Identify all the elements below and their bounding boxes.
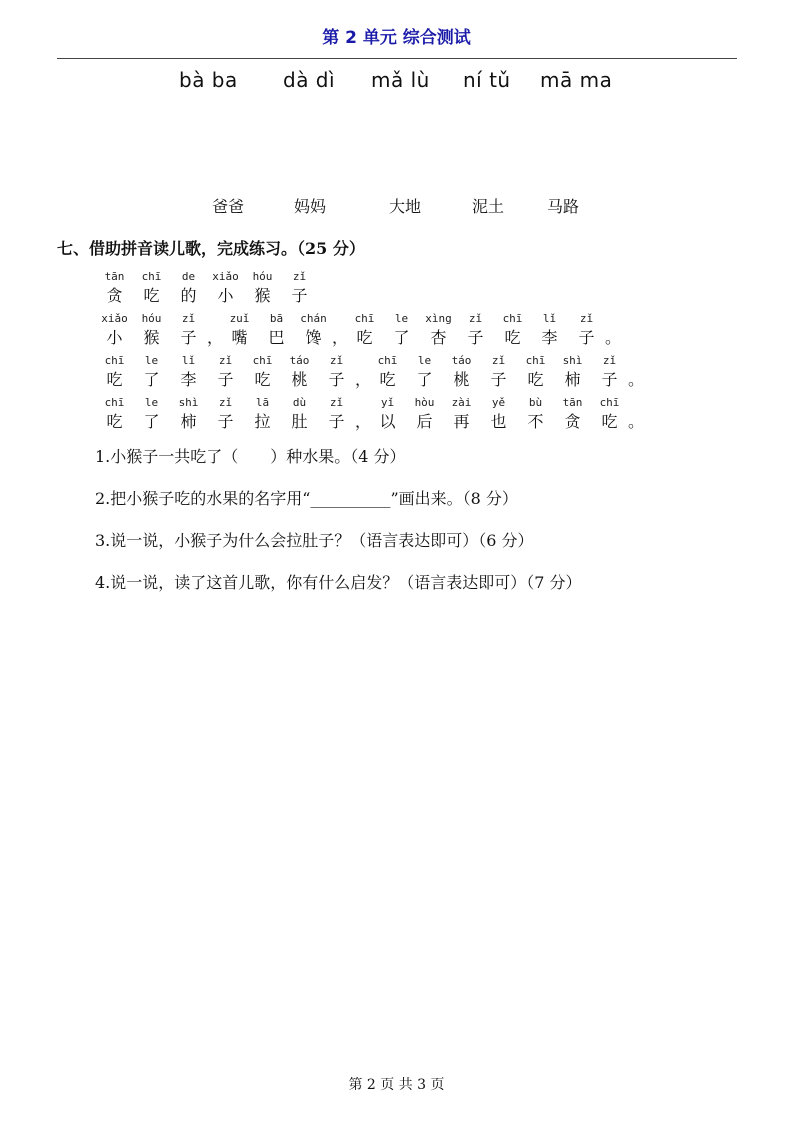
header-divider bbox=[57, 58, 737, 59]
poem-line bbox=[96, 354, 645, 390]
pinyin-syllable: zǐ bbox=[218, 354, 233, 367]
pinyin-syllable: táo bbox=[451, 354, 472, 367]
pinyin-word: ní tǔ bbox=[463, 68, 511, 92]
hanzi-char: 吃 bbox=[601, 412, 618, 431]
hanzi-char: ， bbox=[355, 370, 372, 389]
hanzi-char: 再 bbox=[453, 412, 470, 431]
pinyin-syllable: zǐ bbox=[329, 354, 344, 367]
hanzi-char: 吃 bbox=[356, 328, 373, 347]
hanzi-row bbox=[96, 367, 645, 390]
hanzi-char: 猴 bbox=[143, 328, 160, 347]
hanzi-char: 李 bbox=[180, 370, 197, 389]
hanzi-char: 子 bbox=[328, 370, 345, 389]
hanzi-char: 肚 bbox=[291, 412, 308, 431]
pinyin-syllable bbox=[355, 396, 369, 409]
hanzi-char: 柿 bbox=[564, 370, 581, 389]
poem-line bbox=[96, 312, 622, 348]
pinyin-syllable: zǐ bbox=[468, 312, 483, 325]
pinyin-row bbox=[96, 354, 642, 367]
hanzi-char: 巴 bbox=[268, 328, 285, 347]
pinyin-syllable: hóu bbox=[141, 312, 162, 325]
page-header-title: 第 2 单元 综合测试 bbox=[322, 28, 471, 48]
pinyin-word: dà dì bbox=[283, 68, 336, 92]
hanzi-char: 吃 bbox=[143, 286, 160, 305]
pinyin-syllable: chī bbox=[104, 354, 125, 367]
pinyin-syllable: chī bbox=[502, 312, 523, 325]
poem-title-line bbox=[96, 270, 318, 306]
pinyin-syllable: chī bbox=[354, 312, 375, 325]
pinyin-syllable: chán bbox=[300, 312, 327, 325]
pinyin-syllable bbox=[355, 354, 369, 367]
hanzi-char: 。 bbox=[628, 370, 645, 389]
hanzi-row bbox=[96, 409, 645, 432]
hanzi-char: 的 bbox=[180, 286, 197, 305]
hanzi-char: 子 bbox=[578, 328, 595, 347]
pinyin-syllable: táo bbox=[289, 354, 310, 367]
hanzi-char: 贪 bbox=[106, 286, 123, 305]
pinyin-syllable: tān bbox=[104, 270, 125, 283]
pinyin-syllable: shì bbox=[562, 354, 583, 367]
hanzi-char: 子 bbox=[601, 370, 618, 389]
hanzi-char: 子 bbox=[328, 412, 345, 431]
hanzi-char: 了 bbox=[143, 370, 160, 389]
hanzi-char: 子 bbox=[490, 370, 507, 389]
pinyin-syllable: zǐ bbox=[181, 312, 196, 325]
pinyin-syllable: le bbox=[144, 354, 159, 367]
pinyin-word: mā ma bbox=[540, 68, 613, 92]
pinyin-syllable: shì bbox=[178, 396, 199, 409]
hanzi-char: ， bbox=[207, 328, 224, 347]
hanzi-char: 小 bbox=[106, 328, 123, 347]
hanzi-word: 大地 bbox=[389, 197, 422, 216]
pinyin-syllable: bā bbox=[269, 312, 284, 325]
hanzi-char: 柿 bbox=[180, 412, 197, 431]
pinyin-syllable: chī bbox=[252, 354, 273, 367]
pinyin-syllable: zǐ bbox=[329, 396, 344, 409]
pinyin-syllable: chī bbox=[525, 354, 546, 367]
hanzi-row bbox=[96, 325, 622, 348]
pinyin-syllable: le bbox=[144, 396, 159, 409]
pinyin-syllable bbox=[207, 312, 221, 325]
hanzi-word: 泥土 bbox=[472, 197, 505, 216]
pinyin-syllable: xiǎo bbox=[212, 270, 239, 283]
pinyin-syllable: zǐ bbox=[491, 354, 506, 367]
hanzi-char: 嘴 bbox=[231, 328, 248, 347]
hanzi-char: 了 bbox=[416, 370, 433, 389]
pinyin-syllable: hóu bbox=[252, 270, 273, 283]
pinyin-syllable: dù bbox=[292, 396, 307, 409]
pinyin-syllable: chī bbox=[141, 270, 162, 283]
hanzi-char: 也 bbox=[490, 412, 507, 431]
pinyin-syllable: zǐ bbox=[579, 312, 594, 325]
pinyin-syllable: lā bbox=[255, 396, 270, 409]
hanzi-char: 子 bbox=[467, 328, 484, 347]
pinyin-syllable: xiǎo bbox=[101, 312, 128, 325]
pinyin-syllable: yě bbox=[491, 396, 506, 409]
hanzi-char: 子 bbox=[291, 286, 308, 305]
hanzi-char: 吃 bbox=[527, 370, 544, 389]
pinyin-row bbox=[96, 270, 318, 283]
hanzi-char: 杏 bbox=[430, 328, 447, 347]
pinyin-syllable: zuǐ bbox=[229, 312, 250, 325]
pinyin-syllable bbox=[628, 396, 642, 409]
pinyin-syllable: chī bbox=[104, 396, 125, 409]
hanzi-char: 子 bbox=[180, 328, 197, 347]
hanzi-char: 以 bbox=[379, 412, 396, 431]
pinyin-syllable bbox=[628, 354, 642, 367]
question-2: 2.把小猴子吃的水果的名字用“__________”画出来。（8 分） bbox=[95, 489, 518, 508]
hanzi-char: ， bbox=[355, 412, 372, 431]
hanzi-char: 小 bbox=[217, 286, 234, 305]
hanzi-char: 。 bbox=[628, 412, 645, 431]
hanzi-char: 吃 bbox=[254, 370, 271, 389]
hanzi-char: 了 bbox=[393, 328, 410, 347]
pinyin-syllable: hòu bbox=[414, 396, 435, 409]
hanzi-char: 吃 bbox=[379, 370, 396, 389]
pinyin-syllable: yǐ bbox=[380, 396, 395, 409]
hanzi-word: 爸爸 bbox=[212, 197, 245, 216]
pinyin-syllable bbox=[332, 312, 346, 325]
hanzi-char: 拉 bbox=[254, 412, 271, 431]
hanzi-char: ， bbox=[332, 328, 349, 347]
hanzi-char: 吃 bbox=[504, 328, 521, 347]
pinyin-syllable: zǐ bbox=[602, 354, 617, 367]
pinyin-syllable: le bbox=[394, 312, 409, 325]
pinyin-syllable: zài bbox=[451, 396, 472, 409]
hanzi-char: 桃 bbox=[453, 370, 470, 389]
hanzi-char: 吃 bbox=[106, 370, 123, 389]
pinyin-row bbox=[96, 312, 619, 325]
pinyin-syllable: bù bbox=[528, 396, 543, 409]
hanzi-char: 不 bbox=[527, 412, 544, 431]
pinyin-syllable: le bbox=[417, 354, 432, 367]
page-number: 第 2 页 共 3 页 bbox=[348, 1077, 445, 1093]
pinyin-syllable: tān bbox=[562, 396, 583, 409]
pinyin-row bbox=[96, 396, 642, 409]
section-title: 七、借助拼音读儿歌，完成练习。（25 分） bbox=[57, 239, 365, 258]
hanzi-char: 猴 bbox=[254, 286, 271, 305]
pinyin-syllable: lǐ bbox=[542, 312, 557, 325]
hanzi-char: 桃 bbox=[291, 370, 308, 389]
hanzi-char: 后 bbox=[416, 412, 433, 431]
pinyin-syllable: xìng bbox=[425, 312, 452, 325]
pinyin-syllable: de bbox=[181, 270, 196, 283]
pinyin-syllable: chī bbox=[377, 354, 398, 367]
question-1: 1.小猴子一共吃了（ ）种水果。（4 分） bbox=[95, 447, 406, 466]
hanzi-row bbox=[96, 283, 318, 306]
hanzi-char: 吃 bbox=[106, 412, 123, 431]
hanzi-word: 妈妈 bbox=[294, 197, 327, 216]
hanzi-char: 子 bbox=[217, 412, 234, 431]
hanzi-char: 。 bbox=[605, 328, 622, 347]
pinyin-syllable bbox=[605, 312, 619, 325]
hanzi-char: 贪 bbox=[564, 412, 581, 431]
hanzi-char: 馋 bbox=[305, 328, 322, 347]
pinyin-syllable: zǐ bbox=[218, 396, 233, 409]
pinyin-syllable: chī bbox=[599, 396, 620, 409]
hanzi-char: 了 bbox=[143, 412, 160, 431]
question-3: 3.说一说，小猴子为什么会拉肚子？（语言表达即可）（6 分） bbox=[95, 531, 534, 550]
hanzi-char: 李 bbox=[541, 328, 558, 347]
pinyin-word: mǎ lù bbox=[371, 68, 430, 92]
question-4: 4.说一说，读了这首儿歌，你有什么启发？（语言表达即可）（7 分） bbox=[95, 573, 582, 592]
pinyin-syllable: zǐ bbox=[292, 270, 307, 283]
hanzi-char: 子 bbox=[217, 370, 234, 389]
poem-line bbox=[96, 396, 645, 432]
pinyin-syllable: lǐ bbox=[181, 354, 196, 367]
pinyin-word: bà ba bbox=[179, 68, 238, 92]
hanzi-word: 马路 bbox=[547, 197, 580, 216]
